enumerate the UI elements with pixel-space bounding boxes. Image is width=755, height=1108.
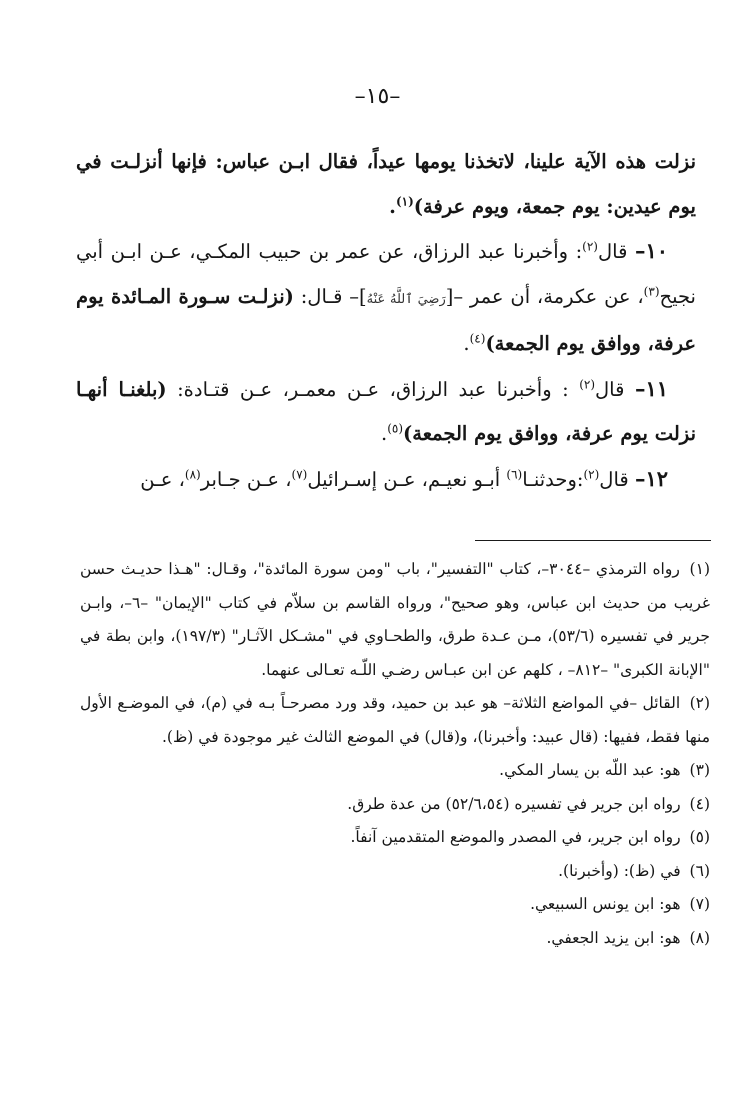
hadith-number: ١٢– — [634, 465, 668, 491]
footnote-marker: (٨) — [689, 928, 710, 947]
footnote-ref: (٢) — [579, 377, 596, 391]
footnote-marker: (٢) — [689, 694, 711, 712]
paragraph-text: قال — [599, 467, 635, 491]
footnote-ref: (٤) — [469, 331, 486, 346]
footnote-text: هو: ابن يونس السبيعي. — [530, 895, 681, 913]
punctuation: . — [463, 332, 470, 355]
footnote-marker: (٧) — [689, 895, 710, 913]
footnote-marker: (٥) — [689, 828, 710, 846]
footnote-text: في (ظ): (وأخبرنا). — [558, 861, 681, 880]
paragraph-text: قال — [595, 377, 635, 401]
footnote-ref: (١) — [395, 194, 414, 208]
paragraph-text: ، عـن جـابر — [200, 467, 292, 491]
footnote-marker: (١) — [689, 560, 710, 578]
footnote-text: رواه ابن جرير في تفسيره (٥٢/٦،٥٤) من عدة طرق. — [347, 794, 681, 813]
hadith-quote: (بلغنـا أنهـا نزلت يوم عرفة، ووافق يوم الجمعة) — [76, 377, 696, 445]
footnote — [80, 553, 710, 687]
hadith-paragraph-11 — [76, 367, 696, 457]
paragraph-text: أبـو نعيـم، عـن إسـرائيل — [307, 467, 507, 491]
footnote — [80, 687, 710, 754]
paragraph-line: نزلت هذه الآية علينا، لاتخذنا يومها عيداً، فقال ابـن عباس: فإنها أنزلـت في — [76, 150, 696, 173]
footnote-marker: (٦) — [689, 861, 710, 880]
footnote-marker: (٣) — [689, 761, 710, 779]
paragraph-text: ، عـن — [140, 467, 185, 491]
footnote — [80, 888, 710, 922]
footnote-text: القائل –في المواضع الثلاثة– هو عبد بن حميد، وقد ورد مصرحـاً بـه في (م)، في الموضـع الأول منها فقط، ففيها: (قال عبيد: وأخبرنا)، و(قال) في الموضع الثالث غير موجودة في (ظ). — [80, 694, 710, 746]
footnote-ref: (٥) — [387, 421, 404, 436]
footnote-separator — [475, 540, 711, 541]
hadith-paragraph-12 — [76, 457, 696, 503]
paragraph-line: يوم عيدين: يوم جمعة، ويوم عرفة) — [413, 194, 696, 218]
footnote-ref: (٨) — [184, 467, 201, 481]
footnote — [80, 788, 710, 822]
footnote-ref: (٣) — [643, 284, 660, 298]
page-number: –١٥– — [354, 84, 401, 109]
footnote — [80, 821, 710, 855]
paragraph-text: :وحدثنـا — [522, 467, 584, 491]
footnote-ref: (٦) — [506, 467, 523, 481]
paragraph-text: : وأخبرنا عبد الرزاق، عن عمر بن حبيب المكـي، عـن ابـن أبي نجيح — [76, 240, 696, 308]
punctuation: . — [389, 194, 396, 218]
punctuation: . — [380, 422, 388, 445]
hadith-quote: (نزلـت سـورة المـائدة يوم عرفة، ووافق يوم الجمعة) — [76, 284, 696, 355]
paragraph-text: ]– قـال: — [293, 284, 367, 308]
hadith-paragraph-10 — [76, 229, 696, 367]
footnote-ref: (٧) — [291, 467, 308, 481]
footnote-text: رواه ابن جرير، في المصدر والموضع المتقدمين آنفاً. — [350, 828, 681, 846]
hadith-number: ١٠– — [634, 238, 668, 263]
footnote-text: هو: ابن يزيد الجعفي. — [546, 928, 681, 947]
main-text — [76, 140, 696, 502]
footnote-text: رواه الترمذي –٣٠٤٤–، كتاب "التفسير"، باب "ومن سورة المائدة"، وقـال: "هـذا حديـث حسن غريب من حديث ابن عباس، وهو صحيح"، ورواه القاسم بن سلاّم في كتاب "الإيمان" –٦–، وابـن جرير في تفسيره (٥٣/٦)، مـن عـدة طرق، والطحـاوي في "مشـكل الآثـار" (١٩٧/٣)، وابن بطة في "الإبانة الكبرى" –٨١٢– ، كلهم عن ابن عبـاس رضـي اللّـه تعـالى عنهما. — [80, 560, 710, 679]
footnote-ref: (٢) — [582, 239, 598, 254]
paragraph-text: قال — [597, 240, 635, 263]
honorific-ligature: رَضِيَ ٱللَّهُ عَنْهُ — [366, 291, 446, 307]
footnote-text: هو: عبد اللّه بن يسار المكي. — [499, 761, 681, 779]
footnotes — [80, 553, 710, 955]
footnote-marker: (٤) — [689, 794, 710, 813]
paragraph-text: : وأخبرنا عبد الرزاق، عـن معمـر، عـن قتـادة: — [166, 377, 580, 401]
footnote — [80, 922, 710, 956]
footnote-ref: (٢) — [583, 467, 600, 481]
hadith-paragraph-continuation — [76, 140, 696, 229]
paragraph-text: ، عن عكرمة، أن عمر –[ — [445, 284, 644, 308]
hadith-number: ١١– — [634, 375, 668, 401]
footnote — [80, 754, 710, 788]
footnote — [80, 855, 710, 889]
